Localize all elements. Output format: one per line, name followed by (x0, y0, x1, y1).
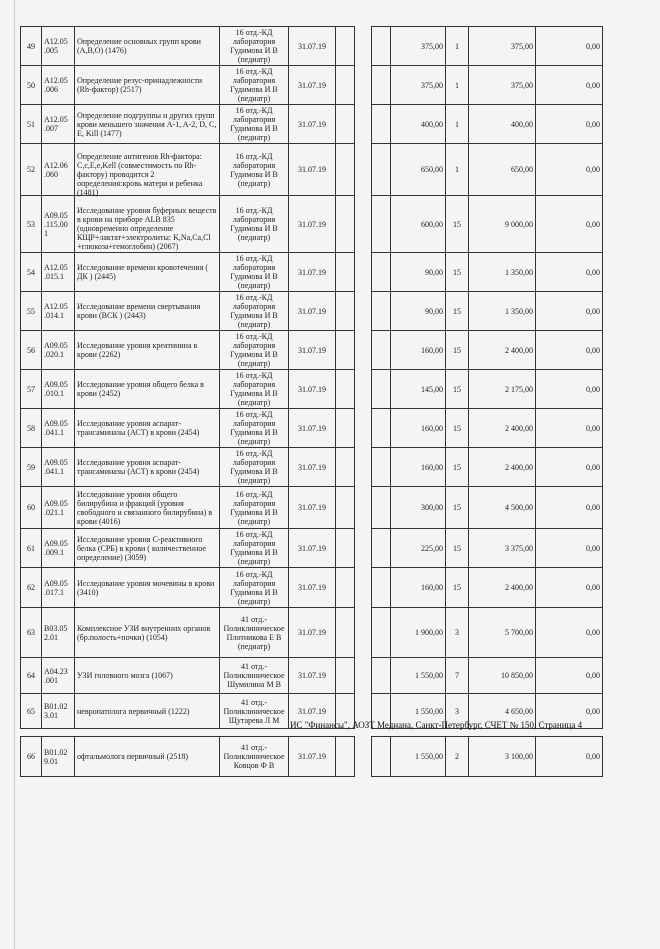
service-date: 31.07.19 (289, 568, 336, 608)
department (220, 409, 289, 448)
service-date: 31.07.19 (289, 66, 336, 105)
invoice-table-body (21, 27, 603, 729)
empty-cell (372, 27, 391, 66)
department (220, 568, 289, 608)
vat-amount: 0,00 (536, 253, 603, 292)
empty-cell (336, 658, 355, 694)
empty-cell (336, 27, 355, 66)
price: 160,00 (391, 331, 446, 370)
price: 160,00 (391, 568, 446, 608)
gap-cell (355, 409, 372, 448)
invoice-table (20, 26, 603, 729)
gap-cell (355, 737, 372, 777)
service-code: A04.23 .001 (42, 658, 75, 694)
empty-cell (372, 568, 391, 608)
empty-cell (336, 409, 355, 448)
price: 375,00 (391, 66, 446, 105)
department (220, 196, 289, 253)
department-text: 16 отд.-КД лаборатория Гудимова И В (педиатр) (230, 371, 278, 407)
row-number: 59 (21, 448, 42, 487)
page-edge (14, 0, 15, 949)
service-description (75, 568, 220, 608)
gap-cell (355, 529, 372, 568)
empty-cell (336, 737, 355, 777)
empty-cell (372, 292, 391, 331)
service-date: 31.07.19 (289, 409, 336, 448)
gap-cell (355, 66, 372, 105)
empty-cell (372, 409, 391, 448)
empty-cell (372, 448, 391, 487)
service-code: A09.05 .041.1 (42, 409, 75, 448)
table-row (21, 568, 603, 608)
department-text: 16 отд.-КД лаборатория Гудимова И В (педиатр) (230, 254, 278, 290)
service-code: B01.02 3.01 (42, 694, 75, 729)
amount: 2 400,00 (469, 409, 536, 448)
service-code: A12.05 .005 (42, 27, 75, 66)
gap-cell (355, 658, 372, 694)
service-code: A09.05 .009.1 (42, 529, 75, 568)
empty-cell (336, 105, 355, 144)
empty-cell (336, 253, 355, 292)
quantity: 15 (446, 196, 469, 253)
vat-amount: 0,00 (536, 448, 603, 487)
quantity: 1 (446, 105, 469, 144)
table-row (21, 658, 603, 694)
price: 90,00 (391, 292, 446, 331)
amount: 9 000,00 (469, 196, 536, 253)
service-description (75, 292, 220, 331)
quantity: 15 (446, 487, 469, 529)
price: 1 550,00 (391, 658, 446, 694)
table-row (21, 196, 603, 253)
empty-cell (336, 144, 355, 196)
table-row (21, 370, 603, 409)
table-row (21, 448, 603, 487)
service-description-text: Определение основных групп крови (A,B,O) (1476) (77, 37, 201, 55)
department-text: 16 отд.-КД лаборатория Гудимова И В (педиатр) (230, 293, 278, 329)
invoice-table-continued (20, 736, 603, 777)
empty-cell (336, 370, 355, 409)
invoice-table-continued-body (21, 737, 603, 777)
service-date: 31.07.19 (289, 529, 336, 568)
table-row (21, 292, 603, 331)
service-description (75, 105, 220, 144)
department (220, 27, 289, 66)
service-description (75, 487, 220, 529)
service-description (75, 409, 220, 448)
department-text: 41 отд.-Поликлиническое Шумилина М В (223, 662, 285, 689)
service-description (75, 448, 220, 487)
amount: 400,00 (469, 105, 536, 144)
service-date: 31.07.19 (289, 27, 336, 66)
vat-amount: 0,00 (536, 737, 603, 777)
amount: 375,00 (469, 27, 536, 66)
empty-cell (372, 331, 391, 370)
department-text: 41 отд.-Поликлиническое Плотникова Е В (педиатр) (223, 614, 285, 651)
service-code: A09.05 .021.1 (42, 487, 75, 529)
row-number: 50 (21, 66, 42, 105)
quantity: 7 (446, 658, 469, 694)
row-number: 55 (21, 292, 42, 331)
price: 1 550,00 (391, 737, 446, 777)
row-number: 49 (21, 27, 42, 66)
service-description (75, 370, 220, 409)
gap-cell (355, 448, 372, 487)
table-row (21, 608, 603, 658)
gap-cell (355, 144, 372, 196)
table-row (21, 27, 603, 66)
price: 600,00 (391, 196, 446, 253)
row-number: 60 (21, 487, 42, 529)
table-row (21, 66, 603, 105)
service-date: 31.07.19 (289, 487, 336, 529)
department (220, 487, 289, 529)
gap-cell (355, 331, 372, 370)
gap-cell (355, 608, 372, 658)
department-text: 16 отд.-КД лаборатория Гудимова И В (педиатр) (230, 206, 278, 242)
service-description-text: Определение подгруппы и других групп крови меньшего значения A-1, A-2, D, C, E, Kill (1477) (77, 110, 217, 138)
service-code: B01.02 9.01 (42, 737, 75, 777)
vat-amount: 0,00 (536, 144, 603, 196)
empty-cell (336, 196, 355, 253)
service-code: A12.05 .007 (42, 105, 75, 144)
row-number: 58 (21, 409, 42, 448)
amount: 1 350,00 (469, 292, 536, 331)
department (220, 66, 289, 105)
department (220, 658, 289, 694)
empty-cell (372, 66, 391, 105)
row-number: 54 (21, 253, 42, 292)
vat-amount: 0,00 (536, 658, 603, 694)
row-number: 57 (21, 370, 42, 409)
quantity: 3 (446, 694, 469, 729)
empty-cell (336, 608, 355, 658)
price: 400,00 (391, 105, 446, 144)
service-description-text: Определение резус-принадлежности (Rh-фактор) (2517) (77, 76, 202, 94)
empty-cell (372, 253, 391, 292)
amount: 2 400,00 (469, 448, 536, 487)
service-code: A12.05 .014.1 (42, 292, 75, 331)
empty-cell (372, 608, 391, 658)
amount: 4 500,00 (469, 487, 536, 529)
amount: 4 650,00 (469, 694, 536, 729)
table-row (21, 105, 603, 144)
table-row (21, 409, 603, 448)
department-text: 16 отд.-КД лаборатория Гудимова И В (педиатр) (230, 449, 278, 485)
vat-amount: 0,00 (536, 487, 603, 529)
empty-cell (336, 292, 355, 331)
department (220, 737, 289, 777)
department-text: 41 отд.-Поликлиническое Щутарева Л М (223, 697, 285, 725)
price: 375,00 (391, 27, 446, 66)
empty-cell (372, 737, 391, 777)
department-text: 16 отд.-КД лаборатория Гудимова И В (педиатр) (230, 106, 278, 142)
quantity: 15 (446, 568, 469, 608)
table-row (21, 331, 603, 370)
service-code: A09.05 .017.1 (42, 568, 75, 608)
vat-amount: 0,00 (536, 568, 603, 608)
empty-cell (336, 66, 355, 105)
vat-amount: 0,00 (536, 105, 603, 144)
service-code: A12.05 .006 (42, 66, 75, 105)
price: 145,00 (391, 370, 446, 409)
department-text: 16 отд.-КД лаборатория Гудимова И В (педиатр) (230, 332, 278, 368)
gap-cell (355, 292, 372, 331)
amount: 2 400,00 (469, 331, 536, 370)
service-date: 31.07.19 (289, 144, 336, 196)
quantity: 15 (446, 448, 469, 487)
department-text: 16 отд.-КД лаборатория Гудимова И В (педиатр) (230, 530, 278, 566)
price: 225,00 (391, 529, 446, 568)
table-row (21, 253, 603, 292)
quantity: 15 (446, 529, 469, 568)
service-code: A09.05 .115.00 1 (42, 196, 75, 253)
row-number: 64 (21, 658, 42, 694)
row-number: 53 (21, 196, 42, 253)
department (220, 331, 289, 370)
price: 1 550,00 (391, 694, 446, 729)
service-date: 31.07.19 (289, 196, 336, 253)
gap-cell (355, 253, 372, 292)
vat-amount: 0,00 (536, 196, 603, 253)
service-description (75, 66, 220, 105)
department (220, 292, 289, 331)
empty-cell (372, 658, 391, 694)
vat-amount: 0,00 (536, 27, 603, 66)
service-description (75, 694, 220, 729)
service-description (75, 737, 220, 777)
service-description-text: Исследование времени кровотечения ( ДК ) (2445) (77, 263, 209, 281)
service-description-text: Исследование уровня аспарат-трансаминазы (АСТ) в крови (2454) (77, 419, 200, 437)
amount: 3 375,00 (469, 529, 536, 568)
service-date: 31.07.19 (289, 370, 336, 409)
department-text: 16 отд.-КД лаборатория Гудимова И В (педиатр) (230, 67, 278, 103)
vat-amount: 0,00 (536, 331, 603, 370)
department-text: 41 отд.-Поликлиническое Ковцов Ф В (223, 743, 285, 770)
empty-cell (372, 487, 391, 529)
service-description-text: Исследование уровня креатинина в крови (2262) (77, 341, 198, 359)
service-description-text: Исследование уровня аспарат-трансаминазы (АСТ) в крови (2454) (77, 458, 200, 476)
empty-cell (336, 568, 355, 608)
department (220, 370, 289, 409)
table-row (21, 737, 603, 777)
service-date: 31.07.19 (289, 737, 336, 777)
price: 90,00 (391, 253, 446, 292)
vat-amount: 0,00 (536, 694, 603, 729)
quantity: 1 (446, 66, 469, 105)
amount: 5 700,00 (469, 608, 536, 658)
empty-cell (336, 448, 355, 487)
row-number: 51 (21, 105, 42, 144)
row-number: 62 (21, 568, 42, 608)
service-description-text: Исследование уровня общего белка в крови (2452) (77, 380, 204, 398)
gap-cell (355, 27, 372, 66)
empty-cell (372, 105, 391, 144)
service-description-text: офтальмолога первичный (2518) (77, 752, 188, 761)
price: 160,00 (391, 448, 446, 487)
service-description-text: Исследование уровня С-реактивного белка (СРБ) в крови ( количественное определение) (3059) (77, 534, 206, 562)
service-description-text: Исследование времени свертывания крови (ВСК ) (2443) (77, 302, 201, 320)
service-date: 31.07.19 (289, 658, 336, 694)
empty-cell (372, 144, 391, 196)
service-description (75, 331, 220, 370)
service-description (75, 529, 220, 568)
page-footer: ИС "Финансы", АОЗТ Медиана, Санкт-Петербург, СЧЕТ № 150, Страница 4 (290, 720, 583, 730)
service-description-text: Определение антигенов Rh-фактора: C,c,E,e,Kell (совместимость по Rh-фактору) проводится 2 определения:кровь матери и ребенка (1481) (77, 151, 203, 197)
quantity: 15 (446, 331, 469, 370)
department (220, 608, 289, 658)
row-number: 63 (21, 608, 42, 658)
service-description-text: Исследование уровня буферных веществ в крови на приборе ALB 835 (одновременно определение КЩР+лактат+электролиты: K,Na,Ca,Cl +глюкоза+гемоглобин) (2067) (77, 206, 217, 251)
service-description-text: УЗИ головного мозга (1067) (77, 671, 173, 680)
department-text: 16 отд.-КД лаборатория Гудимова И В (педиатр) (230, 489, 278, 526)
amount: 1 350,00 (469, 253, 536, 292)
amount: 3 100,00 (469, 737, 536, 777)
service-description (75, 658, 220, 694)
service-code: A12.05 .015.1 (42, 253, 75, 292)
vat-amount: 0,00 (536, 608, 603, 658)
empty-cell (336, 331, 355, 370)
amount: 375,00 (469, 66, 536, 105)
service-date: 31.07.19 (289, 253, 336, 292)
amount: 2 175,00 (469, 370, 536, 409)
price: 1 900,00 (391, 608, 446, 658)
department (220, 694, 289, 729)
department-text: 16 отд.-КД лаборатория Гудимова И В (педиатр) (230, 151, 278, 188)
amount: 2 400,00 (469, 568, 536, 608)
vat-amount: 0,00 (536, 292, 603, 331)
department (220, 105, 289, 144)
service-date: 31.07.19 (289, 448, 336, 487)
service-description (75, 144, 220, 196)
empty-cell (372, 370, 391, 409)
quantity: 3 (446, 608, 469, 658)
gap-cell (355, 487, 372, 529)
vat-amount: 0,00 (536, 66, 603, 105)
gap-cell (355, 105, 372, 144)
empty-cell (336, 487, 355, 529)
vat-amount: 0,00 (536, 370, 603, 409)
empty-cell (372, 529, 391, 568)
service-code: A09.05 .020.1 (42, 331, 75, 370)
department-text: 16 отд.-КД лаборатория Гудимова И В (педиатр) (230, 569, 278, 606)
price: 650,00 (391, 144, 446, 196)
department (220, 529, 289, 568)
table-row (21, 144, 603, 196)
department (220, 253, 289, 292)
gap-cell (355, 568, 372, 608)
quantity: 1 (446, 144, 469, 196)
service-description-text: Исследование уровня мочевины в крови (3410) (77, 578, 215, 597)
service-date: 31.07.19 (289, 608, 336, 658)
quantity: 15 (446, 292, 469, 331)
gap-cell (355, 370, 372, 409)
gap-cell (355, 196, 372, 253)
row-number: 61 (21, 529, 42, 568)
row-number: 65 (21, 694, 42, 729)
service-date: 31.07.19 (289, 292, 336, 331)
service-description (75, 196, 220, 253)
empty-cell (336, 529, 355, 568)
price: 300,00 (391, 487, 446, 529)
service-description-text: Исследование уровня общего билирубина и фракций (уровня свободного и связанного билирубина) в крови (4016) (77, 489, 213, 526)
table-row (21, 529, 603, 568)
quantity: 15 (446, 370, 469, 409)
table-row (21, 487, 603, 529)
service-description-text: Комплексное УЗИ внутренних органов (бр.полость+почки) (1054) (77, 623, 211, 642)
service-description (75, 27, 220, 66)
quantity: 1 (446, 27, 469, 66)
amount: 650,00 (469, 144, 536, 196)
row-number: 56 (21, 331, 42, 370)
vat-amount: 0,00 (536, 529, 603, 568)
service-description (75, 253, 220, 292)
amount: 10 850,00 (469, 658, 536, 694)
service-code: B03.05 2.01 (42, 608, 75, 658)
price: 160,00 (391, 409, 446, 448)
vat-amount: 0,00 (536, 409, 603, 448)
service-description (75, 608, 220, 658)
row-number: 66 (21, 737, 42, 777)
department-text: 16 отд.-КД лаборатория Гудимова И В (педиатр) (230, 410, 278, 446)
service-date: 31.07.19 (289, 105, 336, 144)
department (220, 448, 289, 487)
service-code: A09.05 .010.1 (42, 370, 75, 409)
empty-cell (372, 196, 391, 253)
service-code: A09.05 .041.1 (42, 448, 75, 487)
service-description-text: невропатолога первичный (1222) (77, 706, 190, 716)
quantity: 15 (446, 253, 469, 292)
quantity: 15 (446, 409, 469, 448)
quantity: 2 (446, 737, 469, 777)
service-date: 31.07.19 (289, 331, 336, 370)
service-code: A12.06 .060 (42, 144, 75, 196)
service-date: 31.07.19 (289, 694, 336, 729)
department (220, 144, 289, 196)
department-text: 16 отд.-КД лаборатория Гудимова И В (педиатр) (230, 28, 278, 64)
row-number: 52 (21, 144, 42, 196)
